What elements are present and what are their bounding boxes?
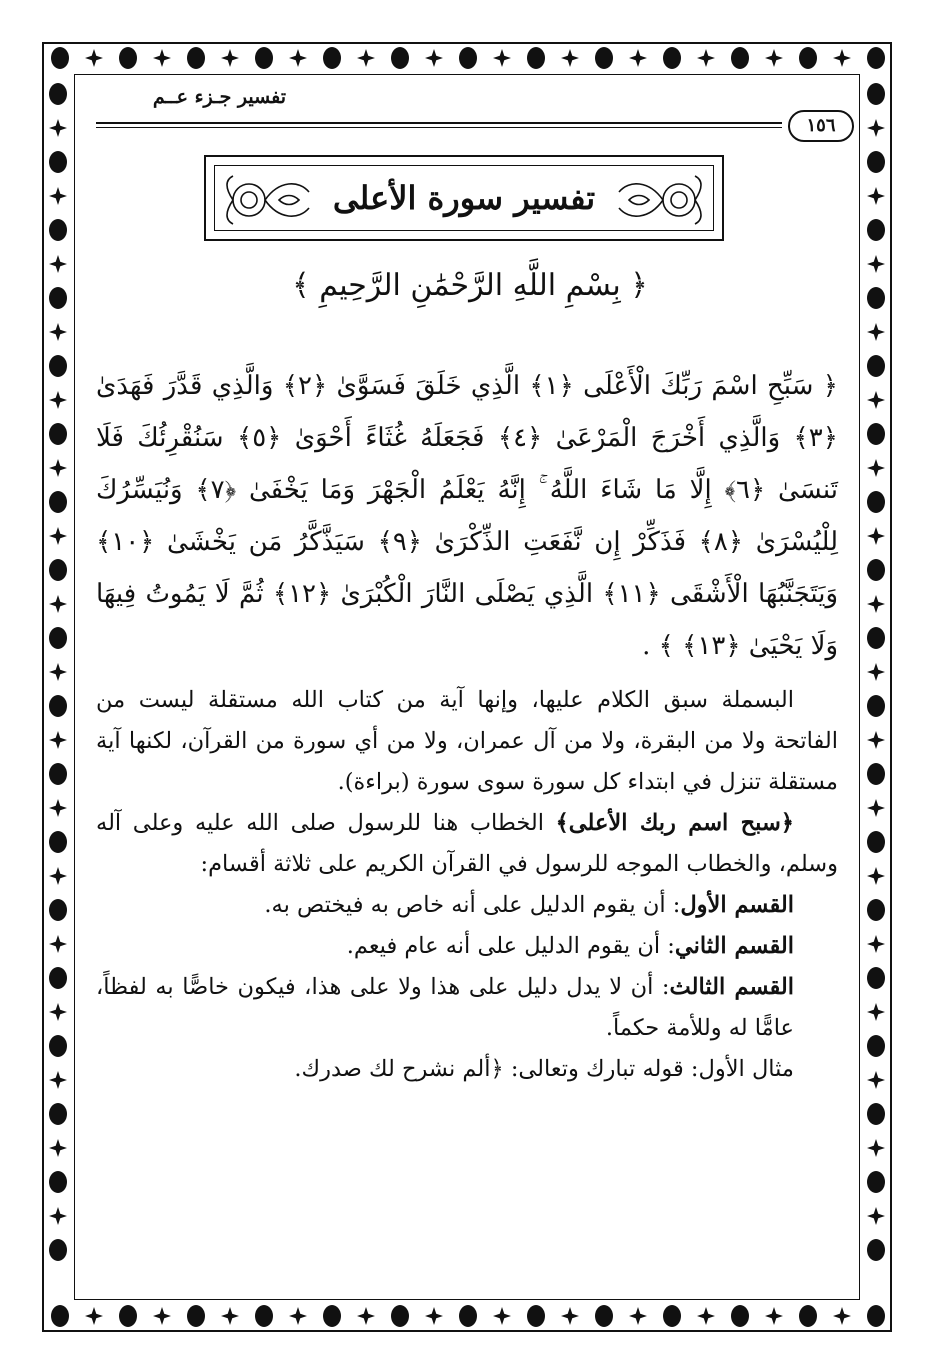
section-second-label: القسم الثاني	[674, 933, 794, 959]
paragraph-address-text: الخطاب هنا للرسول صلى الله عليه وعلى آله وسلم، والخطاب الموجه للرسول في القرآن الكريم على ثلاثة أقسام:	[96, 810, 838, 877]
section-first-text: : أن يقوم الدليل على أنه خاص به فيختص به.	[264, 892, 681, 918]
section-second	[96, 926, 838, 967]
running-title: تفسير جـزء عــم	[152, 86, 286, 108]
paragraph-basmala: البسملة سبق الكلام عليها، وإنها آية من كتاب الله مستقلة ليست من الفاتحة ولا من البقرة، ولا من آل عمران، ولا من أي سورة من القرآن، لكنها آية مستقلة تنزل في ابتداء كل سورة سوى سورة (براءة).	[96, 687, 838, 795]
section-third-label: القسم الثالث	[669, 974, 794, 1000]
header-rule	[96, 122, 782, 124]
paragraph-address	[96, 803, 838, 885]
verse-quote: ﴿سبح اسم ربك الأعلى﴾	[555, 810, 794, 836]
arabesque-ornament-left	[219, 170, 315, 230]
quran-verses: ﴿ سَبِّحِ اسْمَ رَبِّكَ الْأَعْلَى ﴿١﴾ الَّذِي خَلَقَ فَسَوَّىٰ ﴿٢﴾ وَالَّذِي قَدَّرَ فَهَدَىٰ ﴿٣﴾ وَالَّذِي أَخْرَجَ الْمَرْعَىٰ ﴿٤﴾ فَجَعَلَهُ غُثَاءً أَحْوَىٰ ﴿٥﴾ سَنُقْرِئُكَ فَلَا تَنسَىٰ ﴿٦﴾ إِلَّا مَا شَاءَ اللَّهُ ۚ إِنَّهُ يَعْلَمُ الْجَهْرَ وَمَا يَخْفَىٰ ﴿٧﴾ وَنُيَسِّرُكَ لِلْيُسْرَىٰ ﴿٨﴾ فَذَكِّرْ إِن نَّفَعَتِ الذِّكْرَىٰ ﴿٩﴾ سَيَذَّكَّرُ مَن يَخْشَىٰ ﴿١٠﴾ وَيَتَجَنَّبُهَا الْأَشْقَى ﴿١١﴾ الَّذِي يَصْلَى النَّارَ الْكُبْرَىٰ ﴿١٢﴾ ثُمَّ لَا يَمُوتُ فِيهَا وَلَا يَحْيَىٰ ﴿١٣﴾ ﴾ .	[96, 371, 838, 661]
section-third	[96, 967, 838, 1049]
header-rule-thin	[96, 127, 782, 128]
section-first	[96, 885, 838, 926]
page-number: ١٥٦	[788, 110, 854, 142]
title-cartouche-inner	[214, 165, 714, 231]
section-second-text: : أن يقوم الدليل على أنه عام فيعم.	[346, 933, 675, 959]
arabesque-ornament-right	[613, 170, 709, 230]
title-cartouche	[204, 155, 724, 241]
commentary-body	[96, 680, 838, 1090]
basmala: ﴿ بِسْمِ اللَّهِ الرَّحْمَٰنِ الرَّحِيمِ ﴾	[292, 268, 648, 303]
section-first-label: القسم الأول	[680, 892, 794, 918]
surah-title: تفسير سورة الأعلى	[325, 166, 603, 230]
section-third-text: : أن لا يدل دليل على هذا ولا على هذا، فيكون خاصًّا به لفظاً، عامًّا له وللأمة حكماً.	[96, 974, 794, 1041]
example-first: مثال الأول: قوله تبارك وتعالى: ﴿ألم نشرح لك صدرك.	[294, 1056, 794, 1082]
